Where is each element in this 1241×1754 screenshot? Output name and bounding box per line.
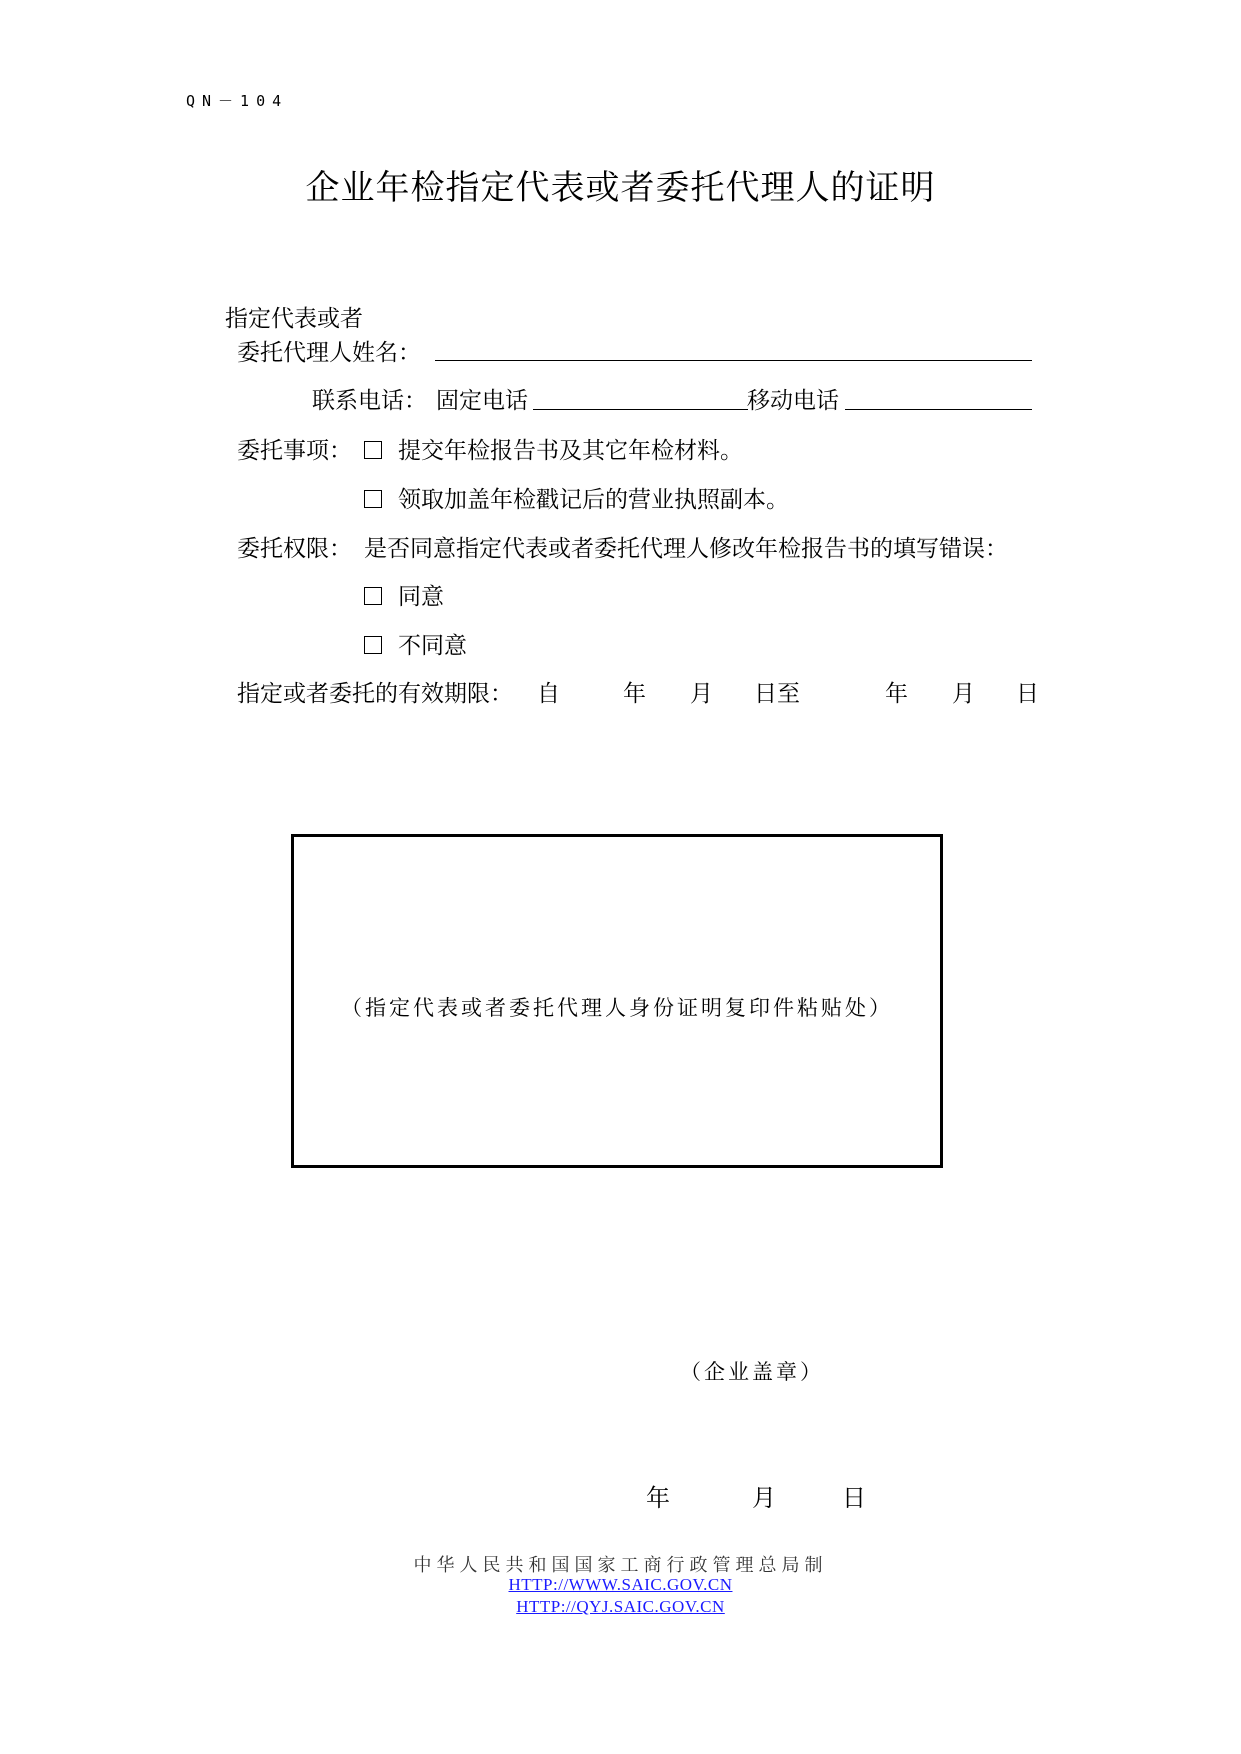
validity-start-month: 月: [690, 681, 713, 707]
matters-label: 委托事项：: [237, 438, 352, 464]
validity-end-month: 月: [952, 681, 975, 707]
matter-option-collect-label: 领取加盖年检戳记后的营业执照副本。: [398, 487, 789, 513]
matter-option-submit[interactable]: [364, 432, 743, 465]
name-label-line2: 委托代理人姓名：: [237, 340, 421, 366]
id-copy-paste-label: （指定代表或者委托代理人身份证明复印件粘贴处）: [341, 996, 893, 1020]
issuer-text: 中华人民共和国国家工商行政管理总局制: [413, 1555, 828, 1576]
page-title: 企业年检指定代表或者委托代理人的证明: [305, 168, 936, 208]
authority-label: 委托权限：: [237, 536, 352, 562]
authority-question: 是否同意指定代表或者委托代理人修改年检报告书的填写错误：: [364, 536, 1008, 562]
mobile-phone-label: 移动电话: [747, 388, 839, 414]
id-copy-paste-area: [291, 834, 943, 1168]
authority-option-disagree-label: 不同意: [398, 633, 467, 659]
name-label-line1: 指定代表或者: [225, 306, 363, 332]
validity-end-day: 日: [1016, 681, 1039, 707]
checkbox-icon[interactable]: [364, 587, 382, 605]
fixed-phone-field-line[interactable]: [533, 409, 748, 410]
company-seal-label: （企业盖章）: [680, 1360, 824, 1384]
matter-option-submit-label: 提交年检报告书及其它年检材料。: [398, 438, 743, 464]
validity-label: 指定或者委托的有效期限：: [237, 681, 513, 707]
link-saic[interactable]: HTTP://WWW.SAIC.GOV.CN: [508, 1575, 733, 1594]
form-code: QN－104: [186, 92, 289, 110]
authority-option-agree[interactable]: [364, 578, 444, 611]
authority-option-disagree[interactable]: [364, 627, 467, 660]
mobile-phone-field-line[interactable]: [845, 409, 1032, 410]
matter-option-collect[interactable]: [364, 481, 789, 514]
validity-start-day-to: 日至: [754, 681, 800, 707]
checkbox-icon[interactable]: [364, 441, 382, 459]
validity-from: 自: [537, 681, 560, 707]
contact-label: 联系电话：: [312, 388, 427, 414]
link-qyj-saic[interactable]: HTTP://QYJ.SAIC.GOV.CN: [516, 1597, 725, 1616]
sign-date-day: 日: [842, 1484, 866, 1512]
validity-end-year: 年: [885, 681, 908, 707]
checkbox-icon[interactable]: [364, 490, 382, 508]
checkbox-icon[interactable]: [364, 636, 382, 654]
sign-date-year: 年: [646, 1484, 670, 1512]
fixed-phone-label: 固定电话: [436, 388, 528, 414]
name-field-line[interactable]: [435, 360, 1032, 361]
validity-start-year: 年: [623, 681, 646, 707]
authority-option-agree-label: 同意: [398, 584, 444, 610]
sign-date-month: 月: [752, 1484, 776, 1512]
